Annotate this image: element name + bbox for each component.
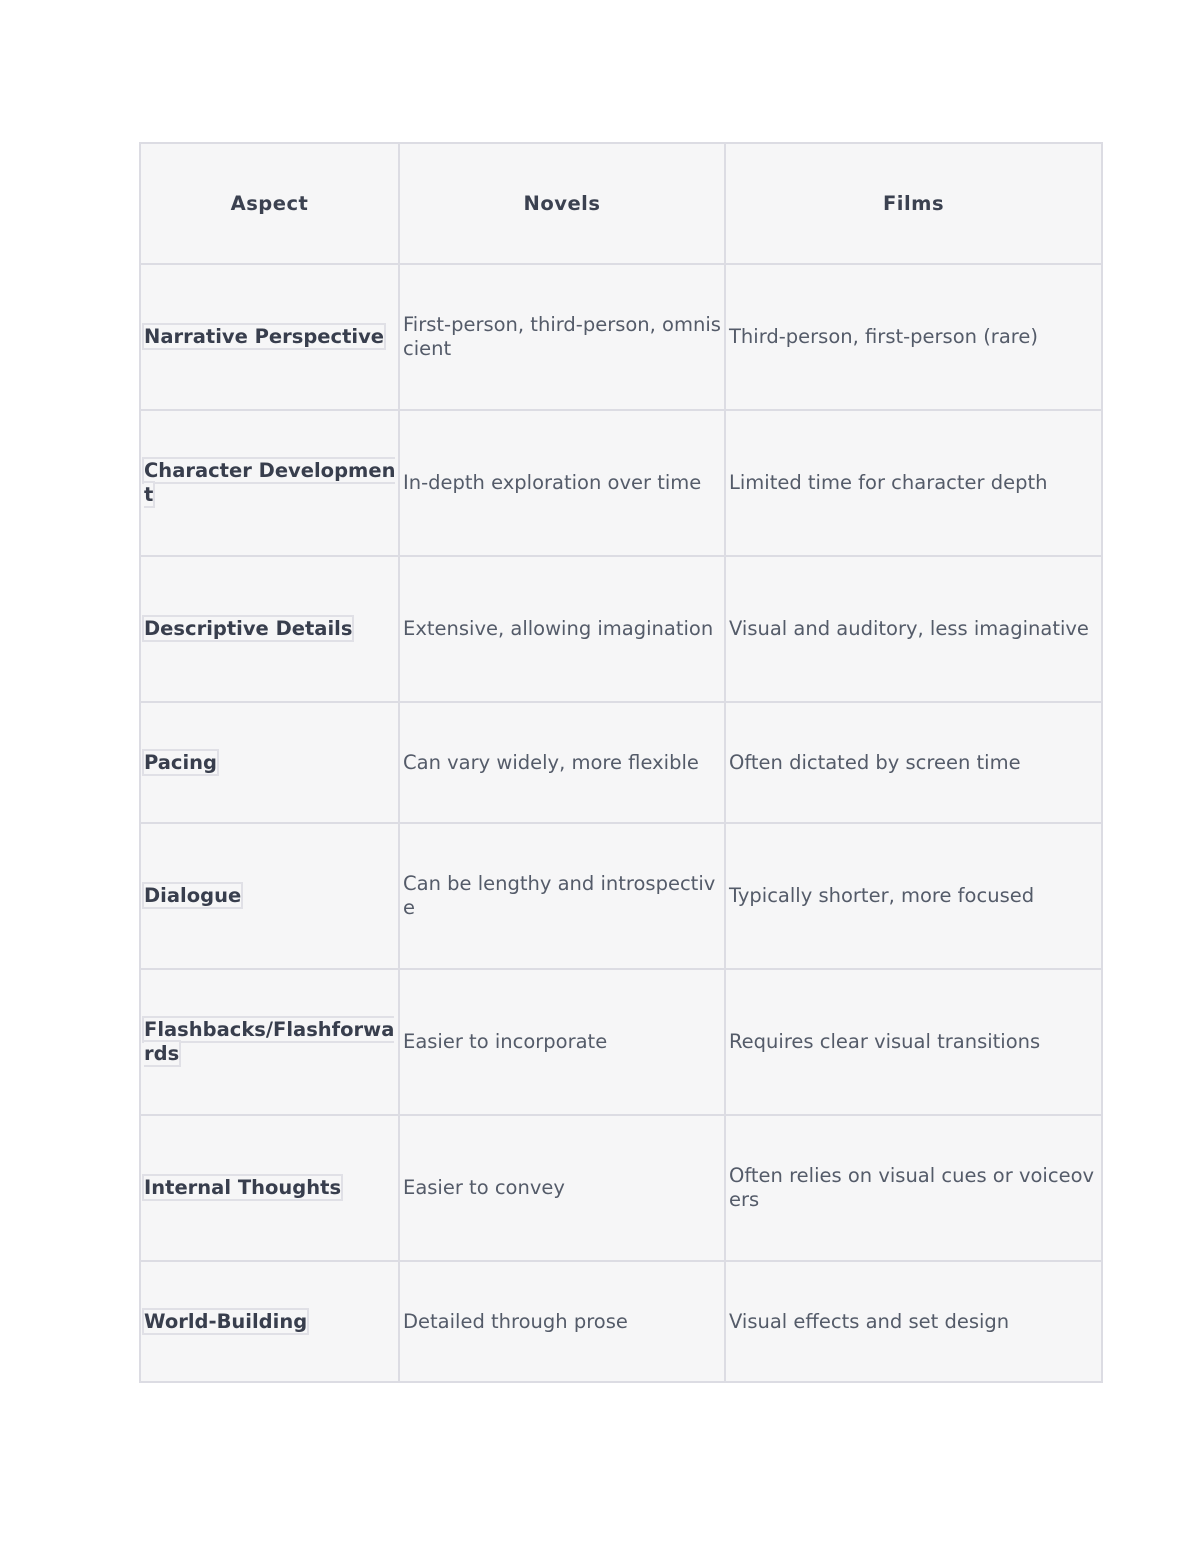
- films-cell: Third-person, first-person (rare): [725, 264, 1102, 410]
- novels-cell: In-depth exploration over time: [399, 410, 725, 556]
- aspect-cell: [140, 1115, 399, 1261]
- aspect-cell: [140, 410, 399, 556]
- novels-cell: Extensive, allowing imagination: [399, 556, 725, 702]
- aspect-cell: [140, 969, 399, 1115]
- aspect-label: Pacing: [144, 750, 218, 774]
- novels-cell: First-person, third-person, omniscient: [399, 264, 725, 410]
- aspect-cell: [140, 823, 399, 969]
- aspect-cell: [140, 264, 399, 410]
- films-cell: Often relies on visual cues or voiceovers: [725, 1115, 1102, 1261]
- table-row: [140, 823, 1102, 969]
- table-row: [140, 1261, 1102, 1382]
- comparison-table: [139, 142, 1103, 1383]
- header-row: [140, 143, 1102, 264]
- aspect-label: Descriptive Details: [144, 617, 353, 640]
- header-aspect: Aspect: [140, 143, 399, 264]
- table-row: [140, 410, 1102, 556]
- aspect-cell: [140, 702, 399, 823]
- films-cell: Often dictated by screen time: [725, 702, 1102, 823]
- table-row: [140, 1115, 1102, 1261]
- novels-cell: Easier to incorporate: [399, 969, 725, 1115]
- aspect-label: Internal Thoughts: [144, 1176, 342, 1199]
- films-cell: Limited time for character depth: [725, 410, 1102, 556]
- table-row: [140, 969, 1102, 1115]
- films-cell: Requires clear visual transitions: [725, 969, 1102, 1115]
- aspect-label: Narrative Perspective: [144, 325, 385, 348]
- header-novels: Novels: [399, 143, 725, 264]
- aspect-label: Flashbacks/Flashforwards: [144, 1018, 395, 1065]
- novels-cell: Easier to convey: [399, 1115, 725, 1261]
- aspect-cell: [140, 1261, 399, 1382]
- aspect-label: Dialogue: [144, 884, 242, 907]
- novels-cell: Can vary widely, more flexible: [399, 702, 725, 823]
- table-row: [140, 264, 1102, 410]
- table-row: [140, 702, 1102, 823]
- novels-cell: Can be lengthy and introspective: [399, 823, 725, 969]
- aspect-label: Character Development: [144, 459, 396, 506]
- table-row: [140, 556, 1102, 702]
- films-cell: Visual and auditory, less imaginative: [725, 556, 1102, 702]
- films-cell: Typically shorter, more focused: [725, 823, 1102, 969]
- novels-cell: Detailed through prose: [399, 1261, 725, 1382]
- aspect-cell: [140, 556, 399, 702]
- header-films: Films: [725, 143, 1102, 264]
- films-cell: Visual effects and set design: [725, 1261, 1102, 1382]
- aspect-label: World-Building: [144, 1309, 308, 1333]
